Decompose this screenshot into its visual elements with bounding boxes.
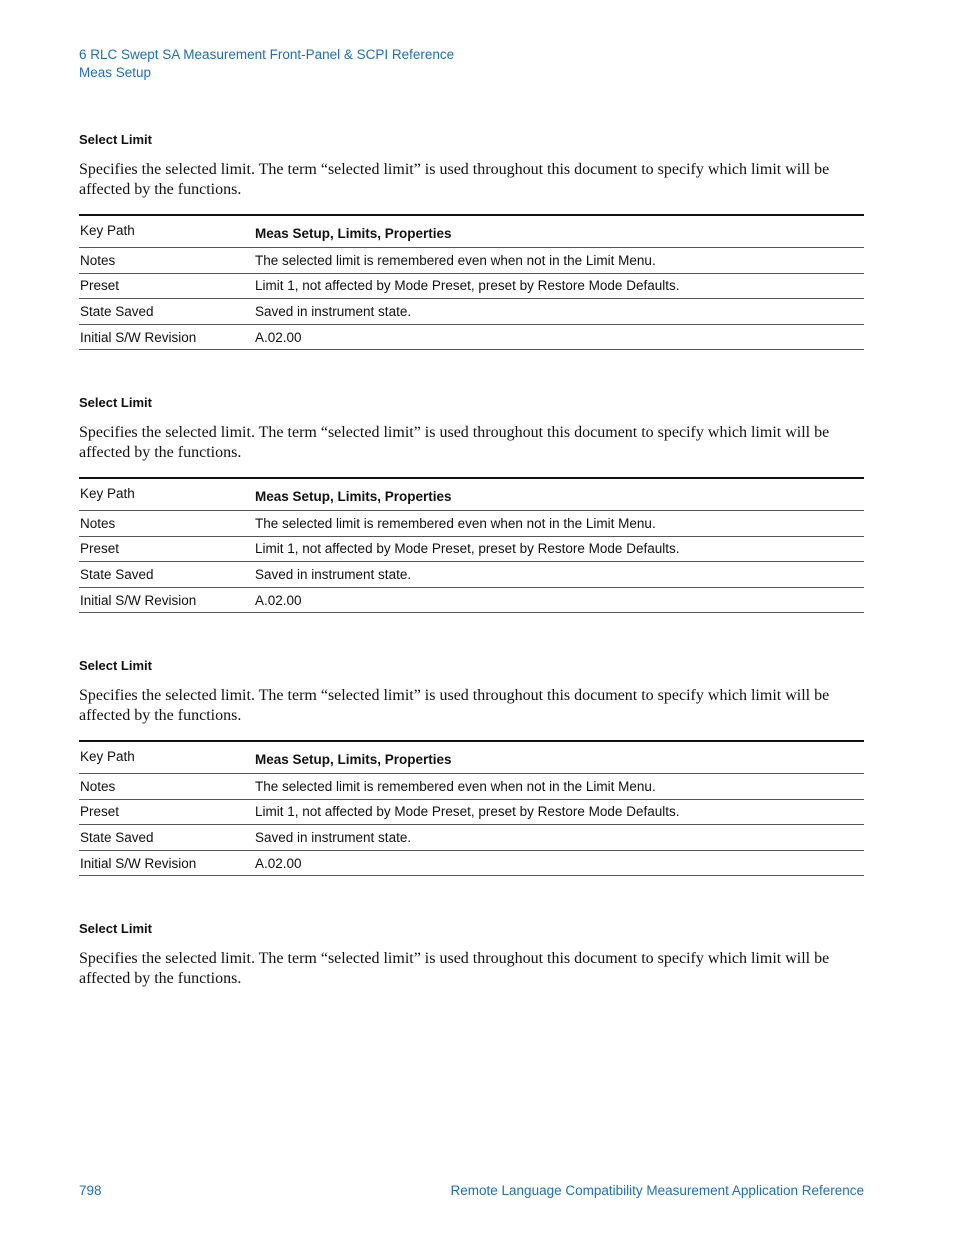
row-value: A.02.00 — [254, 850, 864, 876]
section-description: Specifies the selected limit. The term “selected limit” is used throughout this document to specify which limit will be affected by the functions. — [79, 161, 830, 198]
table-row — [79, 774, 864, 800]
table-row — [79, 478, 864, 511]
table-row — [79, 741, 864, 774]
table-row — [79, 299, 864, 325]
table-row — [79, 215, 864, 248]
table-row — [79, 825, 864, 851]
row-key: Notes — [79, 774, 254, 800]
properties-table — [79, 477, 864, 613]
section-heading: Select Limit — [79, 658, 152, 673]
table-row — [79, 850, 864, 876]
row-value: Limit 1, not affected by Mode Preset, preset by Restore Mode Defaults. — [254, 799, 864, 825]
row-key: Key Path — [79, 478, 254, 511]
table-row — [79, 248, 864, 274]
table-row — [79, 273, 864, 299]
section-description: Specifies the selected limit. The term “selected limit” is used throughout this document to specify which limit will be affected by the functions. — [79, 950, 830, 987]
running-header — [79, 46, 454, 82]
section-title: Meas Setup — [79, 65, 152, 80]
row-value: Meas Setup, Limits, Properties — [254, 215, 864, 248]
row-value: A.02.00 — [254, 324, 864, 350]
row-key: State Saved — [79, 299, 254, 325]
chapter-title: 6 RLC Swept SA Measurement Front-Panel & SCPI Reference — [79, 47, 455, 62]
document-title: Remote Language Compatibility Measurement Application Reference — [450, 1183, 864, 1198]
page-number: 798 — [79, 1183, 102, 1198]
row-key: Notes — [79, 511, 254, 537]
table-row — [79, 587, 864, 613]
table-row — [79, 799, 864, 825]
section-heading: Select Limit — [79, 395, 152, 410]
select-limit-section-3 — [79, 657, 864, 876]
row-key: Preset — [79, 273, 254, 299]
section-description: Specifies the selected limit. The term “selected limit” is used throughout this document to specify which limit will be affected by the functions. — [79, 687, 830, 724]
row-key: Notes — [79, 248, 254, 274]
properties-table — [79, 740, 864, 876]
row-key: Initial S/W Revision — [79, 587, 254, 613]
row-key: Preset — [79, 799, 254, 825]
row-key: State Saved — [79, 825, 254, 851]
row-value: Saved in instrument state. — [254, 299, 864, 325]
select-limit-section-2 — [79, 394, 864, 613]
row-key: Preset — [79, 536, 254, 562]
row-value: Limit 1, not affected by Mode Preset, preset by Restore Mode Defaults. — [254, 273, 864, 299]
row-key: Initial S/W Revision — [79, 324, 254, 350]
row-value: The selected limit is remembered even when not in the Limit Menu. — [254, 774, 864, 800]
row-key: Key Path — [79, 215, 254, 248]
row-key: Key Path — [79, 741, 254, 774]
row-key: Initial S/W Revision — [79, 850, 254, 876]
row-value: The selected limit is remembered even when not in the Limit Menu. — [254, 511, 864, 537]
properties-table — [79, 214, 864, 350]
row-key: State Saved — [79, 562, 254, 588]
select-limit-section-4 — [79, 920, 864, 989]
row-value: Saved in instrument state. — [254, 562, 864, 588]
table-row — [79, 536, 864, 562]
row-value: A.02.00 — [254, 587, 864, 613]
section-heading: Select Limit — [79, 921, 152, 936]
row-value: Meas Setup, Limits, Properties — [254, 478, 864, 511]
row-value: The selected limit is remembered even when not in the Limit Menu. — [254, 248, 864, 274]
table-row — [79, 511, 864, 537]
section-heading: Select Limit — [79, 132, 152, 147]
select-limit-section-1 — [79, 131, 864, 350]
row-value: Meas Setup, Limits, Properties — [254, 741, 864, 774]
section-description: Specifies the selected limit. The term “selected limit” is used throughout this document to specify which limit will be affected by the functions. — [79, 424, 830, 461]
table-row — [79, 562, 864, 588]
row-value: Saved in instrument state. — [254, 825, 864, 851]
row-value: Limit 1, not affected by Mode Preset, preset by Restore Mode Defaults. — [254, 536, 864, 562]
table-row — [79, 324, 864, 350]
